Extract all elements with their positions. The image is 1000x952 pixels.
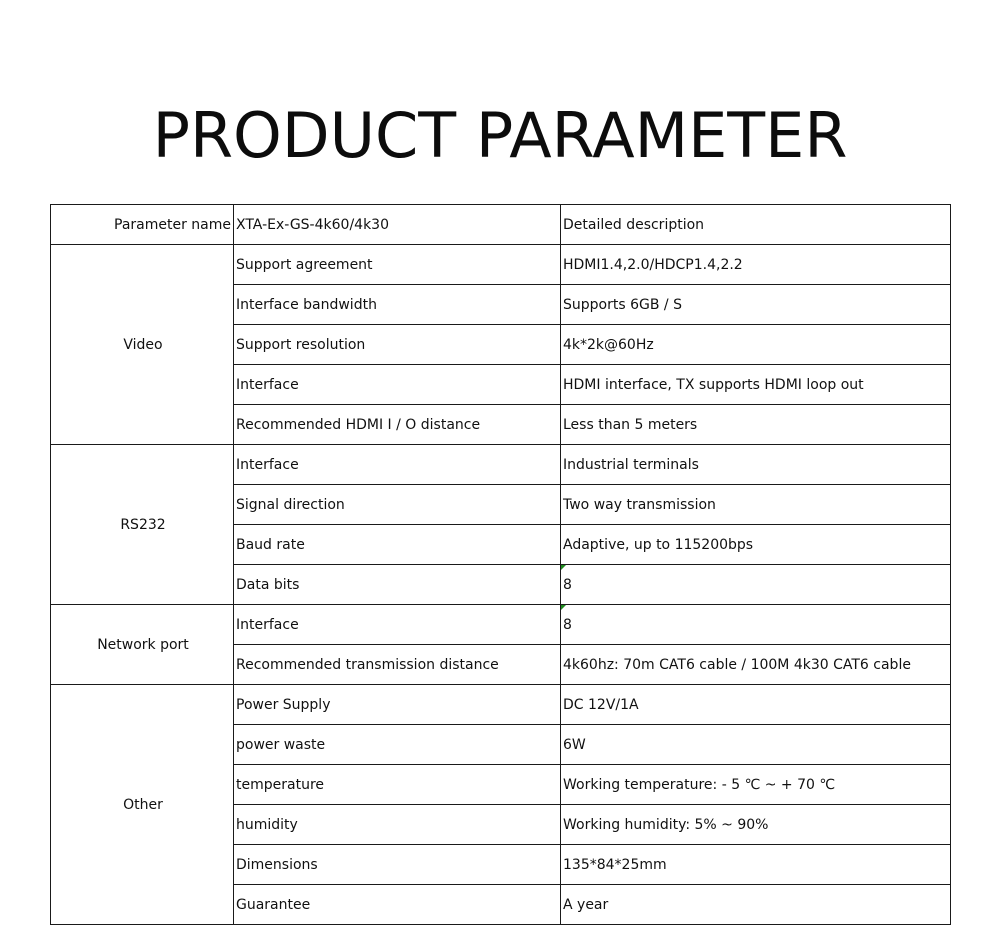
table-row <box>51 245 951 285</box>
table-row <box>51 445 951 485</box>
group-label-other: Other <box>51 685 234 925</box>
param-name: Guarantee <box>234 885 561 925</box>
param-name: Power Supply <box>234 685 561 725</box>
param-name: Interface bandwidth <box>234 285 561 325</box>
param-name: temperature <box>234 765 561 805</box>
group-label-video: Video <box>51 245 234 445</box>
param-name: Support resolution <box>234 325 561 365</box>
table-header-row <box>51 205 951 245</box>
parameter-table <box>50 204 951 925</box>
param-description: Less than 5 meters <box>561 405 951 445</box>
param-description: Supports 6GB / S <box>561 285 951 325</box>
param-name: power waste <box>234 725 561 765</box>
param-name: humidity <box>234 805 561 845</box>
param-name: Interface <box>234 605 561 645</box>
header-detailed-description: Detailed description <box>561 205 951 245</box>
cell-corner-marker <box>561 565 566 570</box>
param-description: HDMI interface, TX supports HDMI loop out <box>561 365 951 405</box>
header-model: XTA-Ex-GS-4k60/4k30 <box>234 205 561 245</box>
param-description: A year <box>561 885 951 925</box>
param-description: Industrial terminals <box>561 445 951 485</box>
param-name: Recommended transmission distance <box>234 645 561 685</box>
page-title: PRODUCT PARAMETER <box>152 99 848 172</box>
param-name: Interface <box>234 365 561 405</box>
param-description: Two way transmission <box>561 485 951 525</box>
param-name: Dimensions <box>234 845 561 885</box>
param-description <box>561 605 951 645</box>
param-description: Working temperature: - 5 ℃ ~ + 70 ℃ <box>561 765 951 805</box>
param-description-text: 8 <box>563 616 572 633</box>
param-description: 4k*2k@60Hz <box>561 325 951 365</box>
cell-corner-marker <box>561 605 566 610</box>
param-description: 135*84*25mm <box>561 845 951 885</box>
param-description: DC 12V/1A <box>561 685 951 725</box>
param-description <box>561 565 951 605</box>
param-name: Baud rate <box>234 525 561 565</box>
param-name: Support agreement <box>234 245 561 285</box>
table-row <box>51 685 951 725</box>
param-description: 4k60hz: 70m CAT6 cable / 100M 4k30 CAT6 cable <box>561 645 951 685</box>
table-row <box>51 605 951 645</box>
param-name: Recommended HDMI I / O distance <box>234 405 561 445</box>
param-name: Data bits <box>234 565 561 605</box>
param-description: Adaptive, up to 115200bps <box>561 525 951 565</box>
group-label-network-port: Network port <box>51 605 234 685</box>
group-label-rs232: RS232 <box>51 445 234 605</box>
param-description: Working humidity: 5% ~ 90% <box>561 805 951 845</box>
header-parameter-name: Parameter name <box>51 205 234 245</box>
param-description: HDMI1.4,2.0/HDCP1.4,2.2 <box>561 245 951 285</box>
param-description-text: 8 <box>563 576 572 593</box>
param-description: 6W <box>561 725 951 765</box>
param-name: Signal direction <box>234 485 561 525</box>
param-name: Interface <box>234 445 561 485</box>
